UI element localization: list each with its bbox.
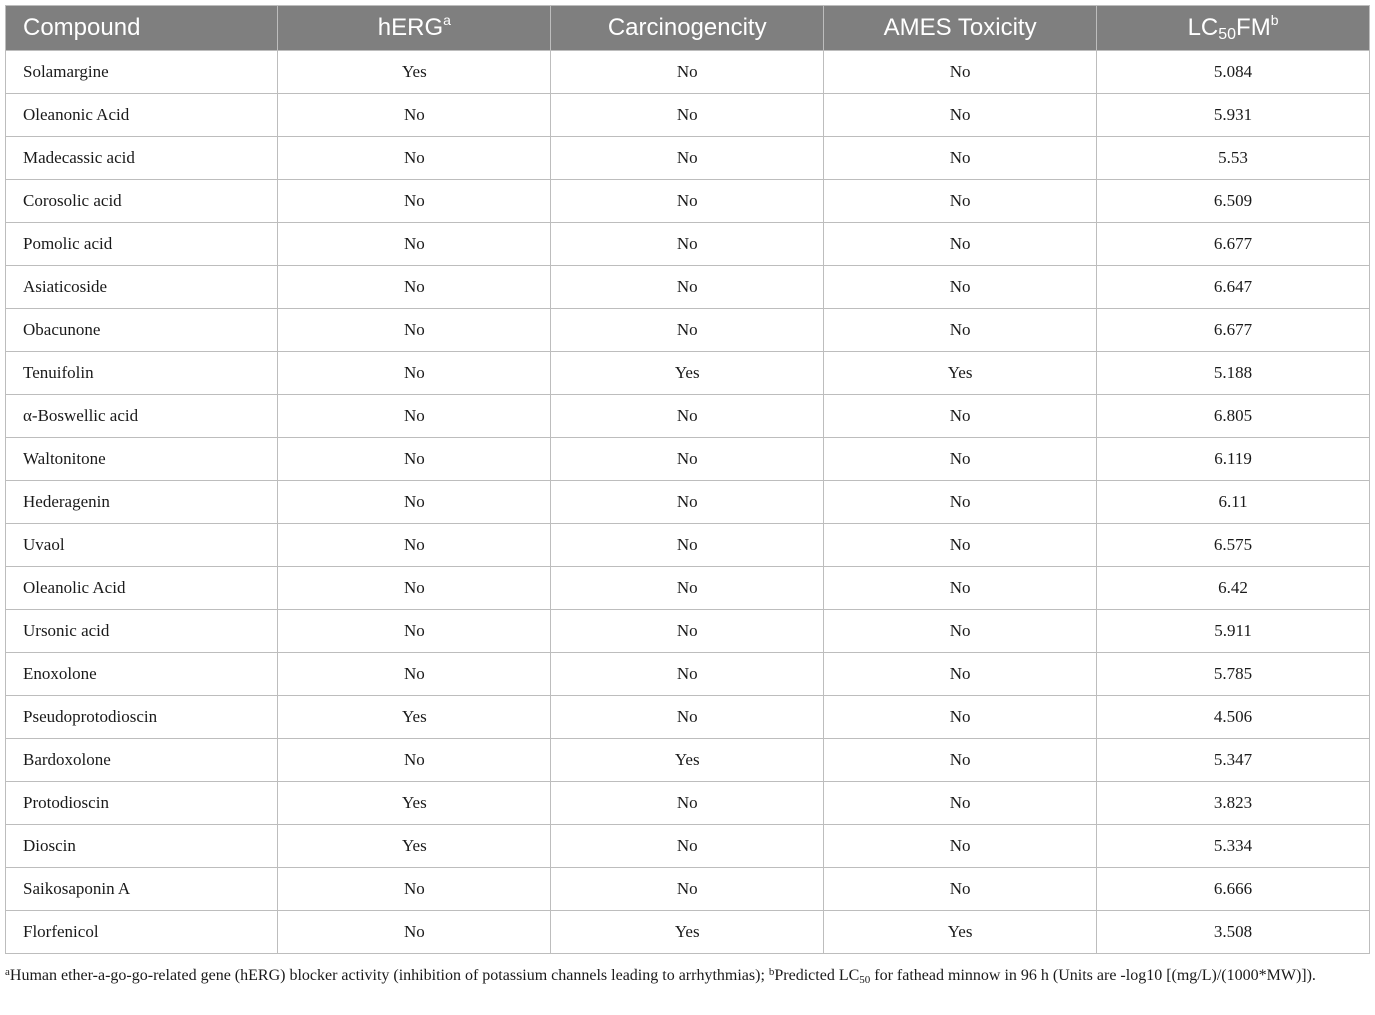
cell-compound: Oleanonic Acid <box>6 94 278 137</box>
cell-lc50: 6.647 <box>1097 266 1370 309</box>
cell-carcinogenicity: No <box>551 180 824 223</box>
cell-compound: Florfenicol <box>6 911 278 954</box>
cell-compound: Corosolic acid <box>6 180 278 223</box>
cell-ames-toxicity: No <box>824 610 1097 653</box>
cell-lc50: 3.508 <box>1097 911 1370 954</box>
table-row <box>6 395 1370 438</box>
table-row <box>6 309 1370 352</box>
header-compound-label: Compound <box>23 14 141 41</box>
cell-ames-toxicity: No <box>824 438 1097 481</box>
table-row <box>6 223 1370 266</box>
cell-lc50: 6.575 <box>1097 524 1370 567</box>
cell-compound: Madecassic acid <box>6 137 278 180</box>
header-lc-prefix: LC <box>1187 14 1219 41</box>
table-row <box>6 180 1370 223</box>
cell-carcinogenicity: No <box>551 567 824 610</box>
cell-herg: No <box>278 309 551 352</box>
cell-herg: No <box>278 610 551 653</box>
cell-lc50: 6.11 <box>1097 481 1370 524</box>
cell-compound: Dioscin <box>6 825 278 868</box>
cell-lc50: 6.42 <box>1097 567 1370 610</box>
cell-carcinogenicity: Yes <box>551 911 824 954</box>
cell-carcinogenicity: No <box>551 94 824 137</box>
cell-herg: Yes <box>278 825 551 868</box>
cell-compound: Ursonic acid <box>6 610 278 653</box>
table-row <box>6 782 1370 825</box>
table-row <box>6 653 1370 696</box>
cell-herg: No <box>278 739 551 782</box>
header-herg <box>278 6 551 51</box>
footnote-b-text-start: Predicted LC <box>774 967 860 984</box>
footnote-b-subscript: 50 <box>859 974 871 986</box>
cell-herg: No <box>278 481 551 524</box>
cell-ames-toxicity: No <box>824 524 1097 567</box>
header-lc-suffix: FM <box>1236 14 1271 41</box>
cell-ames-toxicity: No <box>824 782 1097 825</box>
cell-compound: Uvaol <box>6 524 278 567</box>
cell-lc50: 6.509 <box>1097 180 1370 223</box>
header-herg-footnote-marker: a <box>443 12 451 28</box>
cell-carcinogenicity: No <box>551 696 824 739</box>
header-ames-label: AMES Toxicity <box>883 14 1037 41</box>
cell-compound: α-Boswellic acid <box>6 395 278 438</box>
cell-herg: No <box>278 438 551 481</box>
cell-carcinogenicity: No <box>551 51 824 94</box>
table-header <box>6 6 1370 51</box>
cell-ames-toxicity: No <box>824 266 1097 309</box>
cell-compound: Bardoxolone <box>6 739 278 782</box>
header-row <box>6 6 1370 51</box>
footnote-b-text-end: for fathead minnow in 96 h (Units are -log10 [(mg/L)/(1000*MW)]). <box>870 967 1316 984</box>
cell-carcinogenicity: No <box>551 868 824 911</box>
cell-lc50: 5.084 <box>1097 51 1370 94</box>
table-row <box>6 610 1370 653</box>
header-carcinogenicity <box>551 6 824 51</box>
cell-compound: Protodioscin <box>6 782 278 825</box>
cell-lc50: 6.677 <box>1097 223 1370 266</box>
cell-carcinogenicity: No <box>551 223 824 266</box>
cell-ames-toxicity: No <box>824 739 1097 782</box>
table-body <box>6 51 1370 954</box>
cell-compound: Oleanolic Acid <box>6 567 278 610</box>
cell-ames-toxicity: No <box>824 223 1097 266</box>
cell-herg: Yes <box>278 782 551 825</box>
toxicity-table <box>5 5 1370 954</box>
header-lc-subscript: 50 <box>1218 26 1237 43</box>
cell-carcinogenicity: No <box>551 137 824 180</box>
table-row <box>6 868 1370 911</box>
table-row <box>6 696 1370 739</box>
header-herg-label: hERG <box>377 14 444 41</box>
table-row <box>6 137 1370 180</box>
cell-compound: Saikosaponin A <box>6 868 278 911</box>
table-row <box>6 911 1370 954</box>
cell-herg: No <box>278 653 551 696</box>
toxicity-table-container <box>5 5 1370 954</box>
cell-compound: Pomolic acid <box>6 223 278 266</box>
cell-compound: Solamargine <box>6 51 278 94</box>
cell-ames-toxicity: No <box>824 51 1097 94</box>
cell-ames-toxicity: No <box>824 395 1097 438</box>
cell-compound: Enoxolone <box>6 653 278 696</box>
cell-carcinogenicity: No <box>551 782 824 825</box>
cell-herg: No <box>278 911 551 954</box>
cell-carcinogenicity: No <box>551 438 824 481</box>
cell-lc50: 6.677 <box>1097 309 1370 352</box>
cell-ames-toxicity: No <box>824 94 1097 137</box>
cell-carcinogenicity: No <box>551 266 824 309</box>
cell-lc50: 5.785 <box>1097 653 1370 696</box>
cell-herg: No <box>278 180 551 223</box>
cell-lc50: 6.119 <box>1097 438 1370 481</box>
header-carcinogenicity-label: Carcinogencity <box>607 14 767 41</box>
cell-ames-toxicity: No <box>824 137 1097 180</box>
table-row <box>6 739 1370 782</box>
cell-compound: Waltonitone <box>6 438 278 481</box>
header-ames-toxicity <box>824 6 1097 51</box>
cell-ames-toxicity: No <box>824 309 1097 352</box>
cell-carcinogenicity: Yes <box>551 739 824 782</box>
header-lc50 <box>1097 6 1370 51</box>
table-row <box>6 94 1370 137</box>
footnote-a-marker: a <box>5 966 10 978</box>
cell-ames-toxicity: No <box>824 696 1097 739</box>
cell-lc50: 5.911 <box>1097 610 1370 653</box>
cell-lc50: 6.805 <box>1097 395 1370 438</box>
cell-herg: No <box>278 137 551 180</box>
table-row <box>6 524 1370 567</box>
cell-compound: Pseudoprotodioscin <box>6 696 278 739</box>
footnote-b-marker: b <box>768 966 775 978</box>
cell-carcinogenicity: No <box>551 653 824 696</box>
header-lc-footnote-marker: b <box>1270 12 1279 28</box>
cell-herg: No <box>278 94 551 137</box>
cell-lc50: 3.823 <box>1097 782 1370 825</box>
cell-lc50: 6.666 <box>1097 868 1370 911</box>
cell-compound: Hederagenin <box>6 481 278 524</box>
cell-herg: No <box>278 567 551 610</box>
cell-carcinogenicity: Yes <box>551 352 824 395</box>
cell-lc50: 5.53 <box>1097 137 1370 180</box>
cell-ames-toxicity: No <box>824 481 1097 524</box>
cell-herg: No <box>278 868 551 911</box>
cell-carcinogenicity: No <box>551 481 824 524</box>
table-row <box>6 438 1370 481</box>
cell-herg: Yes <box>278 51 551 94</box>
cell-ames-toxicity: No <box>824 180 1097 223</box>
cell-ames-toxicity: No <box>824 868 1097 911</box>
cell-ames-toxicity: No <box>824 825 1097 868</box>
footnote-a-text: Human ether-a-go-go-related gene (hERG) blocker activity (inhibition of potassium channels leading to arrhythmias); <box>9 967 769 984</box>
header-compound <box>6 6 278 51</box>
table-row <box>6 825 1370 868</box>
cell-compound: Tenuifolin <box>6 352 278 395</box>
table-footnote <box>5 962 1370 989</box>
cell-herg: No <box>278 266 551 309</box>
cell-ames-toxicity: No <box>824 567 1097 610</box>
cell-herg: No <box>278 352 551 395</box>
cell-lc50: 5.347 <box>1097 739 1370 782</box>
table-row <box>6 352 1370 395</box>
table-row <box>6 266 1370 309</box>
cell-ames-toxicity: Yes <box>824 352 1097 395</box>
cell-carcinogenicity: No <box>551 309 824 352</box>
cell-carcinogenicity: No <box>551 524 824 567</box>
table-row <box>6 481 1370 524</box>
cell-lc50: 5.931 <box>1097 94 1370 137</box>
cell-carcinogenicity: No <box>551 395 824 438</box>
cell-lc50: 5.188 <box>1097 352 1370 395</box>
cell-lc50: 4.506 <box>1097 696 1370 739</box>
cell-ames-toxicity: Yes <box>824 911 1097 954</box>
cell-herg: No <box>278 395 551 438</box>
cell-herg: No <box>278 524 551 567</box>
table-row <box>6 51 1370 94</box>
cell-lc50: 5.334 <box>1097 825 1370 868</box>
cell-ames-toxicity: No <box>824 653 1097 696</box>
cell-herg: No <box>278 223 551 266</box>
cell-herg: Yes <box>278 696 551 739</box>
cell-compound: Asiaticoside <box>6 266 278 309</box>
cell-carcinogenicity: No <box>551 825 824 868</box>
cell-compound: Obacunone <box>6 309 278 352</box>
cell-carcinogenicity: No <box>551 610 824 653</box>
table-row <box>6 567 1370 610</box>
